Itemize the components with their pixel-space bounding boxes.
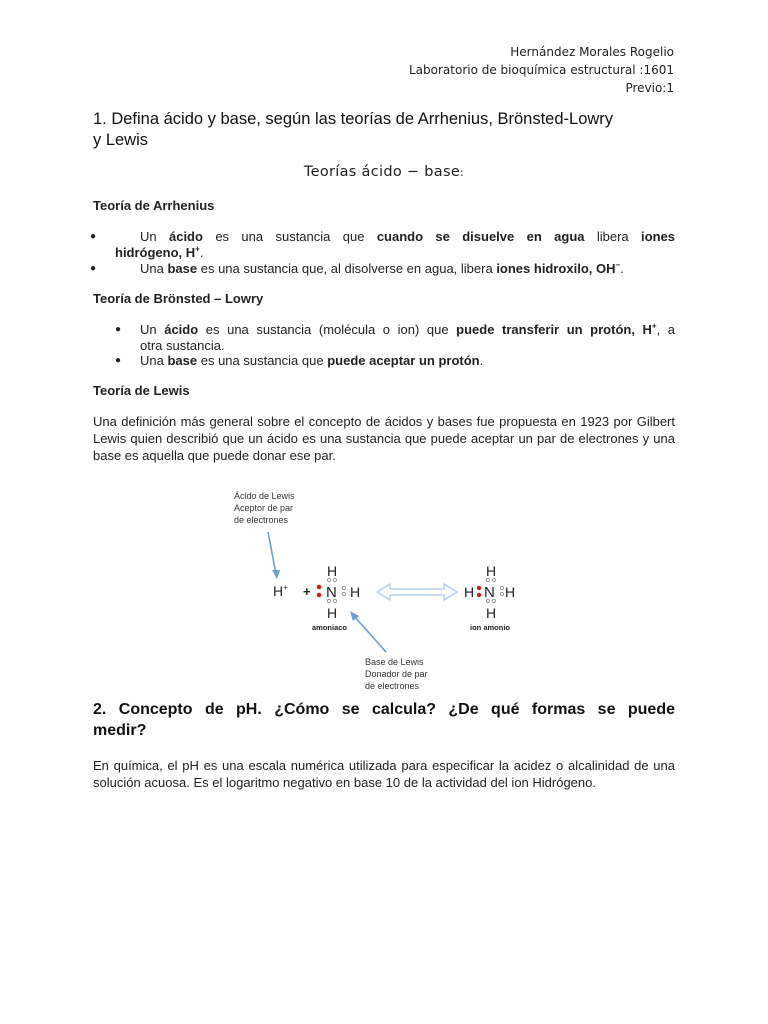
bold-iones-hidroxilo: iones hidroxilo, OH [496, 261, 616, 276]
lewis-heading: Teoría de Lewis [93, 383, 190, 398]
acid-label-line-2: Aceptor de par [234, 503, 294, 513]
bullet-line [140, 353, 675, 369]
text: Un [140, 322, 165, 337]
course-name: Laboratorio de bioquímica estructural :1601 [408, 63, 674, 77]
text: es una sustancia (molécula o ion) que [198, 322, 457, 337]
assignment-label: Previo:1 [625, 81, 674, 95]
bullet-line-1 [140, 229, 675, 245]
equilibrium-arrow [377, 584, 457, 600]
bold-transferir: puede transferir un protón, H [456, 322, 652, 337]
superscript: + [195, 244, 200, 254]
plus-sign: + [303, 584, 311, 599]
text: es una sustancia que [202, 229, 377, 244]
text: Una [140, 353, 168, 368]
ammonium-h-left: H [464, 584, 475, 600]
text: , a [656, 322, 676, 337]
ph-paragraph: En química, el pH es una escala numérica utilizada para especificar la acidez o alcalinidad de una solución acuosa. Es el logaritmo negativo en base 10 de la actividad del ion Hidrógeno. [93, 758, 675, 790]
bronsted-heading: Teoría de Brönsted – Lowry [93, 291, 264, 306]
bold-acido: ácido [164, 322, 199, 337]
text: Un [140, 229, 169, 244]
electron-dot [327, 578, 330, 581]
bold-acido: ácido [168, 229, 203, 244]
ammonia-h-bottom: H [327, 605, 338, 621]
base-pointer-arrow [354, 616, 386, 652]
question-1-title [93, 109, 675, 151]
base-label-line-1: Base de Lewis [365, 657, 424, 667]
bullet-dot: ● [90, 263, 97, 274]
arrhenius-bullet-2 [90, 261, 675, 277]
electron-dot [486, 599, 489, 602]
header [409, 43, 674, 97]
bullet-line-1 [140, 322, 675, 338]
bullet-dot: ● [115, 324, 122, 335]
bold-cuando: cuando se disuelve en agua [376, 229, 585, 244]
lewis-paragraph: Una definición más general sobre el concepto de ácidos y bases fue propuesta en 1923 por Gilbert Lewis quien describió que un ácido es una sustancia que puede aceptar un par de electrones y una base es aquella que puede donar ese par. [93, 414, 675, 463]
electron-dot [500, 586, 503, 589]
ammonium-n: N [484, 584, 495, 601]
text: . [479, 353, 484, 368]
text: libera [584, 229, 642, 244]
base-label-line-2: Donador de par [365, 669, 428, 679]
bullet-line-2: otra sustancia. [140, 338, 225, 353]
bold-aceptar: puede aceptar un protón [327, 353, 480, 368]
electron-dot [333, 599, 336, 602]
text: . [620, 261, 624, 276]
acid-arrowhead [272, 570, 280, 579]
bold-base: base [167, 261, 198, 276]
superscript: + [651, 321, 657, 331]
h-plus: H+ [273, 583, 288, 599]
section-subtitle [0, 164, 768, 180]
electron-dot [342, 586, 345, 589]
subtitle-colon: : [460, 166, 465, 179]
text: Una [140, 261, 168, 276]
base-label-line-3: de electrones [365, 681, 420, 691]
text: . [199, 245, 204, 260]
lewis-diagram-svg [224, 480, 524, 692]
ammonia-h-top: H [327, 563, 338, 579]
bullet-dot: ● [115, 355, 122, 366]
question-1-line-2: y Lewis [93, 131, 149, 149]
electron-dot [492, 599, 495, 602]
acid-pointer-arrow [268, 532, 276, 574]
bullet-dot: ● [90, 231, 97, 242]
acid-label-line-3: de electrones [234, 515, 289, 525]
electron-dot [500, 592, 503, 595]
red-electron [477, 593, 481, 597]
ammonia-n: N [326, 584, 337, 601]
ammonium-h-right: H [505, 584, 516, 600]
electron-dot [342, 592, 345, 595]
red-electron [317, 585, 322, 590]
ammonium-h-bottom: H [486, 605, 497, 621]
arrhenius-bullet-1 [90, 229, 675, 261]
text: es una sustancia que [197, 353, 328, 368]
bold-iones: iones [641, 229, 675, 244]
ammonium-label: ion amonio [470, 623, 510, 632]
bold-base: base [167, 353, 198, 368]
red-electron [477, 586, 481, 590]
superscript: − [615, 260, 621, 270]
ammonia-h-right: H [350, 584, 361, 600]
question-2-line-1: 2. Concepto de pH. ¿Cómo se calcula? ¿De qué formas se puede [93, 701, 675, 718]
question-2-title [93, 699, 675, 741]
subtitle-text: Teorías ácido − base [303, 164, 461, 180]
red-electron [317, 593, 322, 598]
acid-label-line-1: Ácido de Lewis [234, 491, 295, 501]
lewis-diagram [224, 480, 524, 692]
bullet-line-2 [115, 245, 675, 261]
bronsted-bullet-2 [115, 353, 675, 369]
question-1-line-1: 1. Defina ácido y base, según las teorías de Arrhenius, Brönsted-Lowry [93, 110, 614, 128]
electron-dot [492, 578, 495, 581]
ammonium-h-top: H [486, 563, 497, 579]
bullet-line [140, 261, 675, 277]
electron-dot [333, 578, 336, 581]
electron-dot [486, 578, 489, 581]
text: es una sustancia que, al disolverse en agua, libera [197, 261, 497, 276]
question-2-line-2: medir? [93, 722, 147, 739]
ammonia-label: amoniaco [312, 623, 348, 632]
arrhenius-heading: Teoría de Arrhenius [93, 198, 215, 213]
bold-hidrogeno: hidrógeno, H [115, 245, 196, 260]
author-name: Hernández Morales Rogelio [510, 45, 674, 59]
electron-dot [327, 599, 330, 602]
bronsted-bullet-1 [115, 322, 675, 354]
